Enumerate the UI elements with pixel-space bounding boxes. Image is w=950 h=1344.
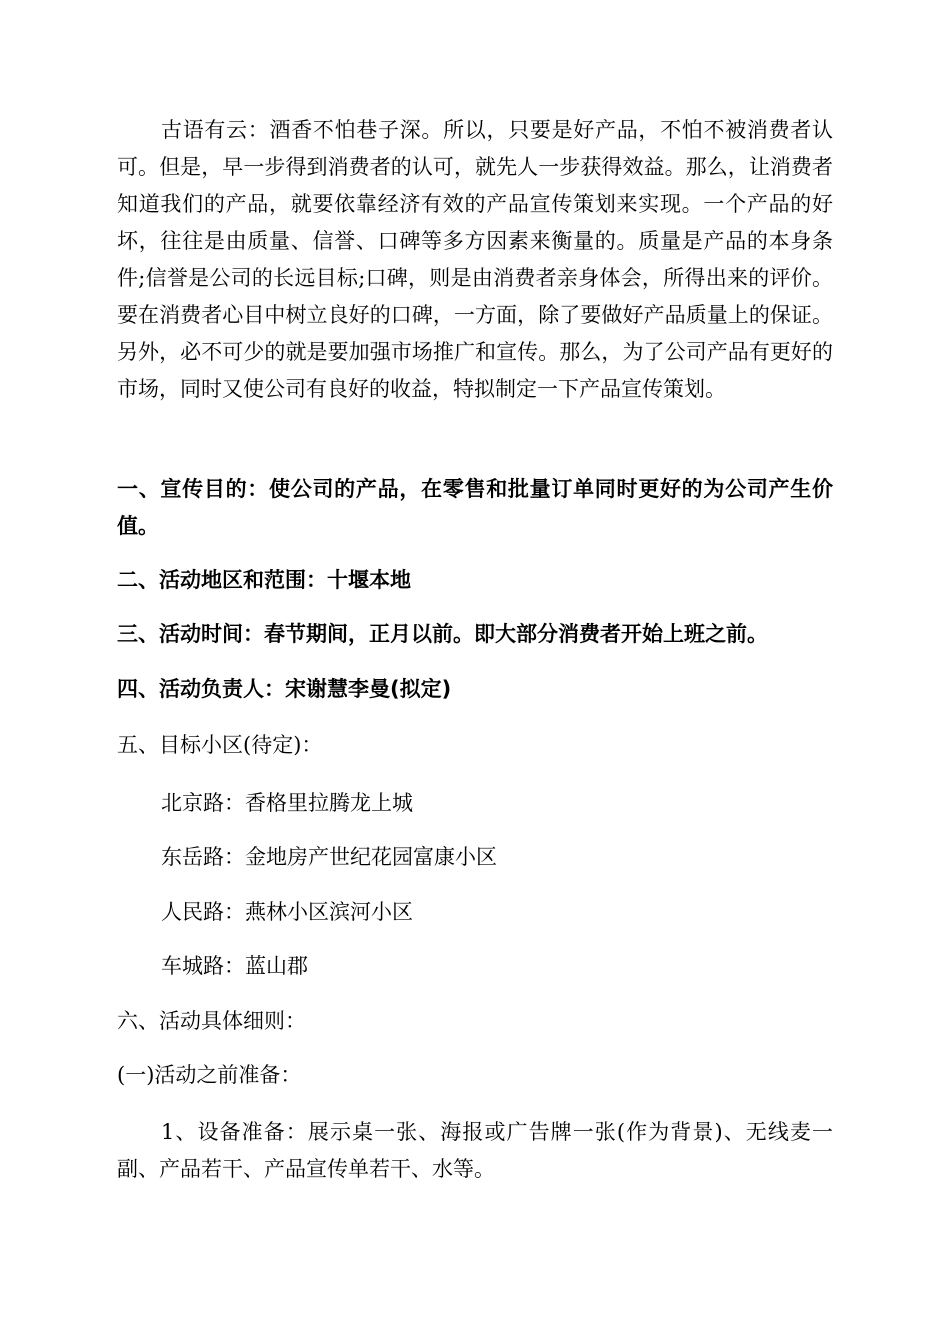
section-area: 二、活动地区和范围：十堰本地 [117, 568, 411, 592]
prep-item-equipment: 1、设备准备：展示桌一张、海报或广告牌一张(作为背景)、无线麦一副、产品若干、产品宣传单若干、水等。 [117, 1120, 833, 1181]
community-item: 人民路：燕林小区滨河小区 [161, 900, 413, 924]
community-item: 车城路：蓝山郡 [161, 954, 308, 978]
subsection-preparation: (一)活动之前准备： [117, 1063, 302, 1087]
section-time: 三、活动时间：春节期间，正月以前。即大部分消费者开始上班之前。 [117, 622, 768, 646]
community-item: 东岳路：金地房产世纪花园富康小区 [161, 845, 497, 869]
section-owner: 四、活动负责人：宋谢慧李曼(拟定) [117, 677, 452, 701]
section-details: 六、活动具体细则： [117, 1009, 306, 1033]
community-item: 北京路：香格里拉腾龙上城 [161, 791, 413, 815]
intro-paragraph: 古语有云：酒香不怕巷子深。所以，只要是好产品，不怕不被消费者认可。但是，早一步得到消费者的认可，就先人一步获得效益。那么，让消费者知道我们的产品，就要依靠经济有效的产品宣传策划来实现。一个产品的好坏，往往是由质量、信誉、口碑等多方因素来衡量的。质量是产品的本身条件;信誉是公司的长远目标;口碑，则是由消费者亲身体会，所得出来的评价。要在消费者心目中树立良好的口碑，一方面，除了要做好产品质量上的保证。另外，必不可少的就是要加强市场推广和宣传。那么，为了公司产品有更好的市场，同时又使公司有良好的收益，特拟制定一下产品宣传策划。 [117, 118, 833, 401]
section-target-communities: 五、目标小区(待定)： [117, 733, 323, 757]
section-purpose: 一、宣传目的：使公司的产品，在零售和批量订单同时更好的为公司产生价值。 [117, 477, 833, 538]
